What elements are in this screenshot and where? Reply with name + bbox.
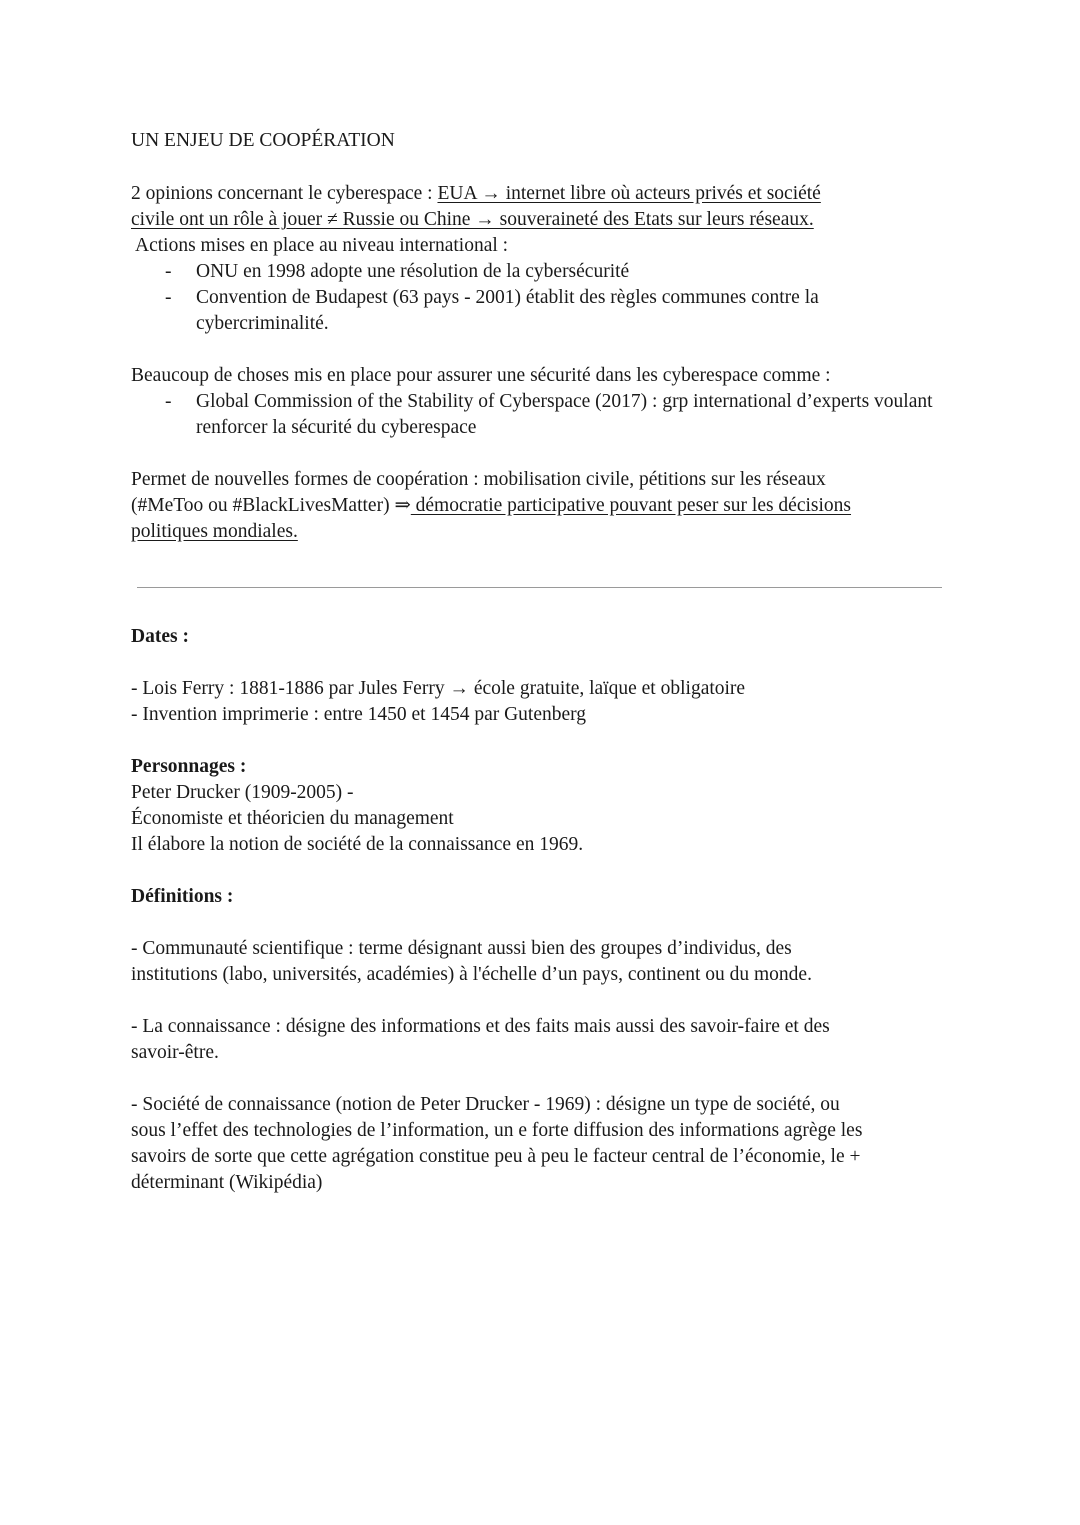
definition-line: - La connaissance : désigne des informations et des faits mais aussi des savoir-faire et des <box>131 1016 830 1037</box>
list-item: - ONU en 1998 adopte une résolution de la cybersécurité <box>131 259 946 285</box>
definition-line: déterminant (Wikipédia) <box>131 1172 323 1193</box>
list-item: - Global Commission of the Stability of Cyberspace (2017) : grp international d’experts voulant renforcer la sécurité du cyberespace <box>131 389 946 441</box>
permet-line-3-underlined: politiques mondiales. <box>131 521 298 542</box>
permet-line-1: Permet de nouvelles formes de coopération : mobilisation civile, pétitions sur les réseaux <box>131 469 826 490</box>
list-item: - Convention de Budapest (63 pays - 2001) établit des règles communes contre la cybercriminalité. <box>131 285 946 337</box>
definition-line: savoirs de sorte que cette agrégation constitue peu à peu le facteur central de l’économie, le + <box>131 1146 861 1167</box>
definition-line: institutions (labo, universités, académies) à l'échelle d’un pays, continent ou du monde. <box>131 964 812 985</box>
definition-line: - Société de connaissance (notion de Peter Drucker - 1969) : désigne un type de société, ou <box>131 1094 840 1115</box>
dates-list <box>131 676 745 728</box>
horizontal-divider <box>137 587 942 588</box>
definition-connaissance <box>131 1014 830 1066</box>
personnage-line: Peter Drucker (1909-2005) - <box>131 782 354 803</box>
section-heading: UN ENJEU DE COOPÉRATION <box>131 130 395 151</box>
personnage-line: Il élabore la notion de société de la connaissance en 1969. <box>131 834 584 855</box>
opinions-paragraph <box>131 181 821 233</box>
definition-societe <box>131 1092 862 1196</box>
definition-line: - Communauté scientifique : terme désignant aussi bien des groupes d’individus, des <box>131 938 792 959</box>
personnage-line: Économiste et théoricien du management <box>131 808 454 829</box>
definition-line: savoir-être. <box>131 1042 219 1063</box>
definition-communaute <box>131 936 812 988</box>
permet-line-2-prefix: (#MeToo ou #BlackLivesMatter) ⇒ <box>131 495 411 516</box>
opinions-underlined-1: EUA → internet libre où acteurs privés et société <box>437 183 821 204</box>
permet-line-2-underlined: démocratie participative pouvant peser sur les décisions <box>410 495 852 516</box>
actions-intro: Actions mises en place au niveau international : <box>135 235 509 256</box>
beaucoup-list <box>131 389 946 441</box>
dates-heading: Dates : <box>131 626 189 647</box>
list-item: - Invention imprimerie : entre 1450 et 1454 par Gutenberg <box>131 704 587 725</box>
definitions-heading: Définitions : <box>131 886 234 907</box>
opinions-underlined-2: civile ont un rôle à jouer ≠ Russie ou Chine → souveraineté des Etats sur leurs réseaux. <box>131 209 814 230</box>
personnages-block <box>131 780 583 858</box>
opinions-prefix: 2 opinions concernant le cyberespace : <box>131 183 438 204</box>
personnages-heading: Personnages : <box>131 756 247 777</box>
permet-paragraph <box>131 467 851 545</box>
beaucoup-intro: Beaucoup de choses mis en place pour assurer une sécurité dans les cyberespace comme : <box>131 365 831 386</box>
list-item: - Lois Ferry : 1881-1886 par Jules Ferry → école gratuite, laïque et obligatoire <box>131 678 746 699</box>
definition-line: sous l’effet des technologies de l’information, un e forte diffusion des informations agrège les <box>131 1120 863 1141</box>
actions-list <box>131 259 946 337</box>
